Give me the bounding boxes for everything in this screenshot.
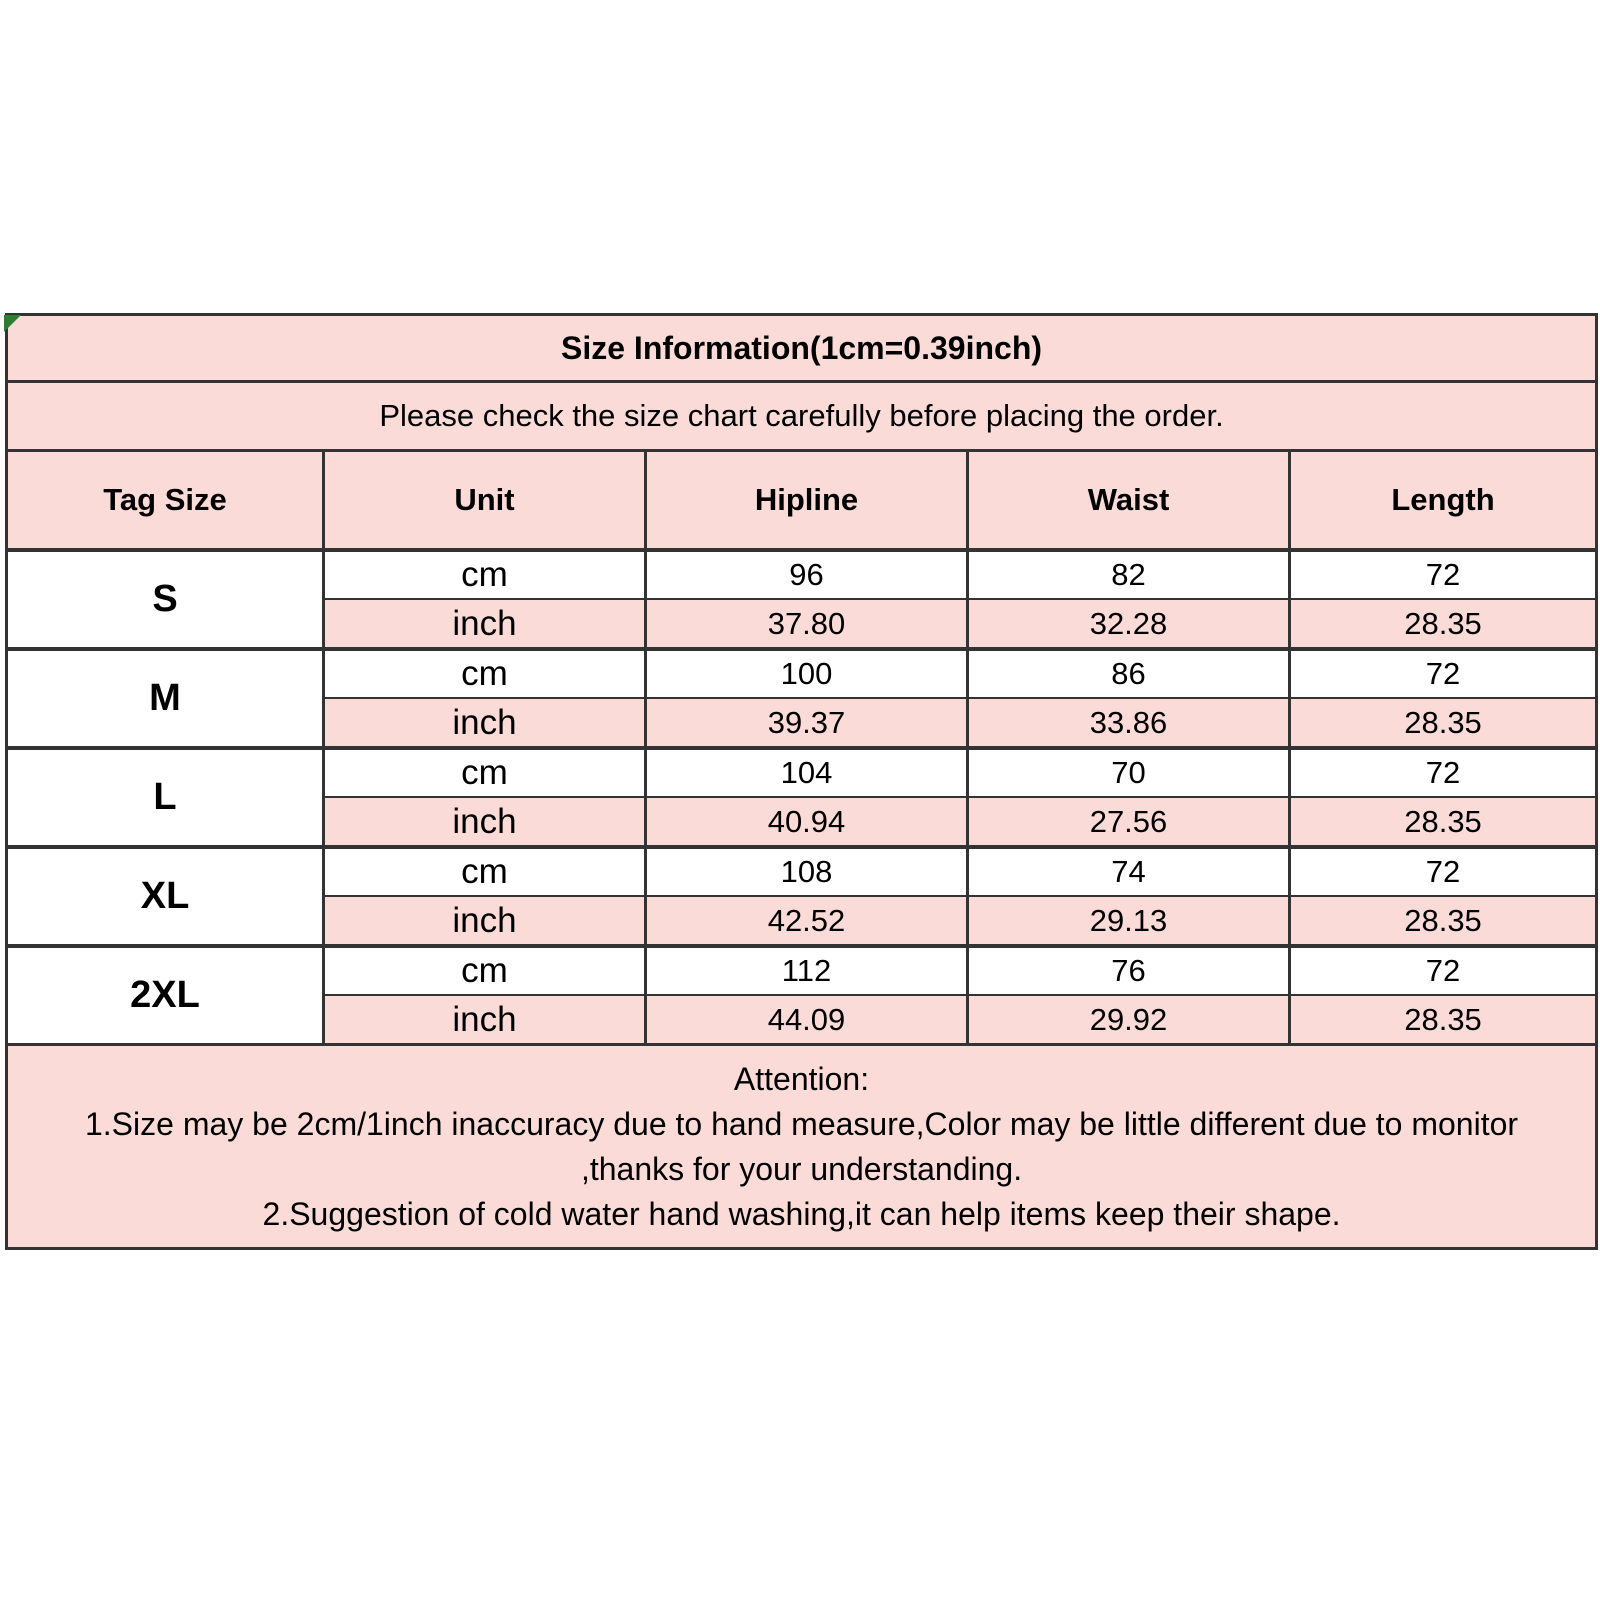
measurement-value: 76: [968, 946, 1290, 995]
measurement-value: 29.13: [968, 896, 1290, 946]
measurement-value: 28.35: [1290, 797, 1597, 847]
subtitle-row: [7, 382, 1597, 451]
column-header-unit: Unit: [324, 451, 646, 551]
attention-line: 2.Suggestion of cold water hand washing,it can help items keep their shape.: [262, 1195, 1341, 1232]
size-label: L: [7, 748, 324, 847]
size-label: S: [7, 550, 324, 649]
table-title: Size Information(1cm=0.39inch): [7, 315, 1597, 382]
measurement-value: 100: [646, 649, 968, 698]
unit-label-cm: cm: [324, 550, 646, 599]
measurement-value: 29.92: [968, 995, 1290, 1045]
unit-label-inch: inch: [324, 995, 646, 1045]
measurement-value: 70: [968, 748, 1290, 797]
header-row: [7, 451, 1597, 551]
size-rows: [7, 550, 1597, 1045]
table-row: [7, 649, 1597, 698]
unit-label-inch: inch: [324, 599, 646, 649]
measurement-value: 74: [968, 847, 1290, 896]
size-label: XL: [7, 847, 324, 946]
measurement-value: 28.35: [1290, 896, 1597, 946]
measurement-value: 104: [646, 748, 968, 797]
unit-label-cm: cm: [324, 748, 646, 797]
attention-heading: Attention:: [733, 1060, 870, 1097]
unit-label-cm: cm: [324, 946, 646, 995]
measurement-value: 112: [646, 946, 968, 995]
measurement-value: 86: [968, 649, 1290, 698]
measurement-value: 96: [646, 550, 968, 599]
table-row: [7, 748, 1597, 797]
attention-line: 1.Size may be 2cm/1inch inaccuracy due to hand measure,Color may be little different due to monitor: [84, 1105, 1519, 1142]
measurement-value: 44.09: [646, 995, 968, 1045]
unit-label-inch: inch: [324, 896, 646, 946]
unit-label-cm: cm: [324, 649, 646, 698]
measurement-value: 72: [1290, 847, 1597, 896]
measurement-value: 72: [1290, 748, 1597, 797]
measurement-value: 39.37: [646, 698, 968, 748]
unit-label-inch: inch: [324, 797, 646, 847]
column-header-waist: Waist: [968, 451, 1290, 551]
table-subtitle: Please check the size chart carefully before placing the order.: [7, 382, 1597, 451]
measurement-value: 72: [1290, 649, 1597, 698]
measurement-value: 40.94: [646, 797, 968, 847]
size-label: 2XL: [7, 946, 324, 1045]
table-row: [7, 550, 1597, 599]
column-header-tag-size: Tag Size: [7, 451, 324, 551]
measurement-value: 28.35: [1290, 599, 1597, 649]
unit-label-cm: cm: [324, 847, 646, 896]
measurement-value: 42.52: [646, 896, 968, 946]
title-row: [7, 315, 1597, 382]
column-header-hipline: Hipline: [646, 451, 968, 551]
size-chart-table: [5, 313, 1598, 1250]
measurement-value: 28.35: [1290, 995, 1597, 1045]
table-row: [7, 847, 1597, 896]
size-label: M: [7, 649, 324, 748]
measurement-value: 32.28: [968, 599, 1290, 649]
measurement-value: 27.56: [968, 797, 1290, 847]
measurement-value: 82: [968, 550, 1290, 599]
measurement-value: 28.35: [1290, 698, 1597, 748]
column-header-length: Length: [1290, 451, 1597, 551]
attention-row: [7, 1045, 1597, 1249]
attention-note: [7, 1045, 1597, 1249]
measurement-value: 33.86: [968, 698, 1290, 748]
measurement-value: 72: [1290, 550, 1597, 599]
measurement-value: 108: [646, 847, 968, 896]
unit-label-inch: inch: [324, 698, 646, 748]
attention-line: ,thanks for your understanding.: [580, 1150, 1023, 1187]
measurement-value: 37.80: [646, 599, 968, 649]
measurement-value: 72: [1290, 946, 1597, 995]
table-row: [7, 946, 1597, 995]
